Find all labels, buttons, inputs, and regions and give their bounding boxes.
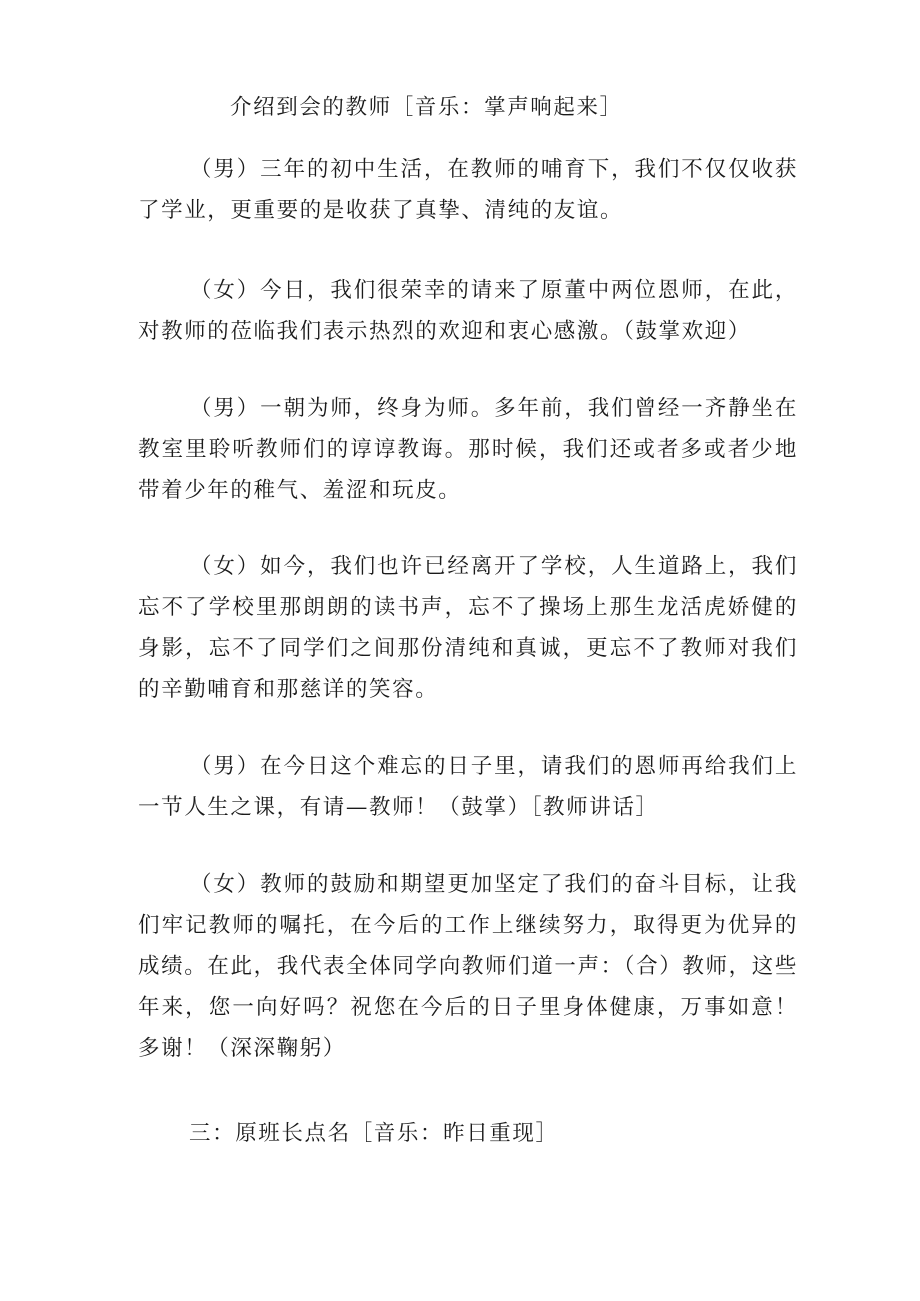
paragraph-male-3: （男）在今日这个难忘的日子里，请我们的恩师再给我们上一节人生之课，有请—教师！（鼓掌）［教师讲话］ bbox=[138, 754, 798, 820]
section-heading-roll-call: 三：原班长点名［音乐：昨日重现］ bbox=[189, 1121, 559, 1146]
section-heading-introduce-teachers: 介绍到会的教师［音乐：掌声响起来］ bbox=[230, 95, 623, 120]
paragraph-female-1: （女）今日，我们很荣幸的请来了原董中两位恩师，在此，对教师的莅临我们表示热烈的欢迎和衷心感激。（鼓掌欢迎） bbox=[138, 278, 798, 344]
paragraph-female-2: （女）如今，我们也许已经离开了学校，人生道路上，我们忘不了学校里那朗朗的读书声，忘不了操场上那生龙活虎娇健的身影，忘不了同学们之间那份清纯和真诚，更忘不了教师对我们的辛勤哺育和那慈详的笑容。 bbox=[138, 554, 798, 702]
paragraph-male-1: （男）三年的初中生活，在教师的哺育下，我们不仅仅收获了学业，更重要的是收获了真挚、清纯的友谊。 bbox=[138, 157, 798, 223]
paragraph-female-3: （女）教师的鼓励和期望更加坚定了我们的奋斗目标，让我们牢记教师的嘱托，在今后的工作上继续努力，取得更为优异的成绩。在此，我代表全体同学向教师们道一声：（合）教师，这些年来，您一向好吗？祝您在今后的日子里身体健康，万事如意！多谢！（深深鞠躬） bbox=[138, 872, 798, 1061]
paragraph-male-2: （男）一朝为师，终身为师。多年前，我们曾经一齐静坐在教室里聆听教师们的谆谆教诲。那时候，我们还或者多或者少地带着少年的稚气、羞涩和玩皮。 bbox=[138, 396, 798, 503]
